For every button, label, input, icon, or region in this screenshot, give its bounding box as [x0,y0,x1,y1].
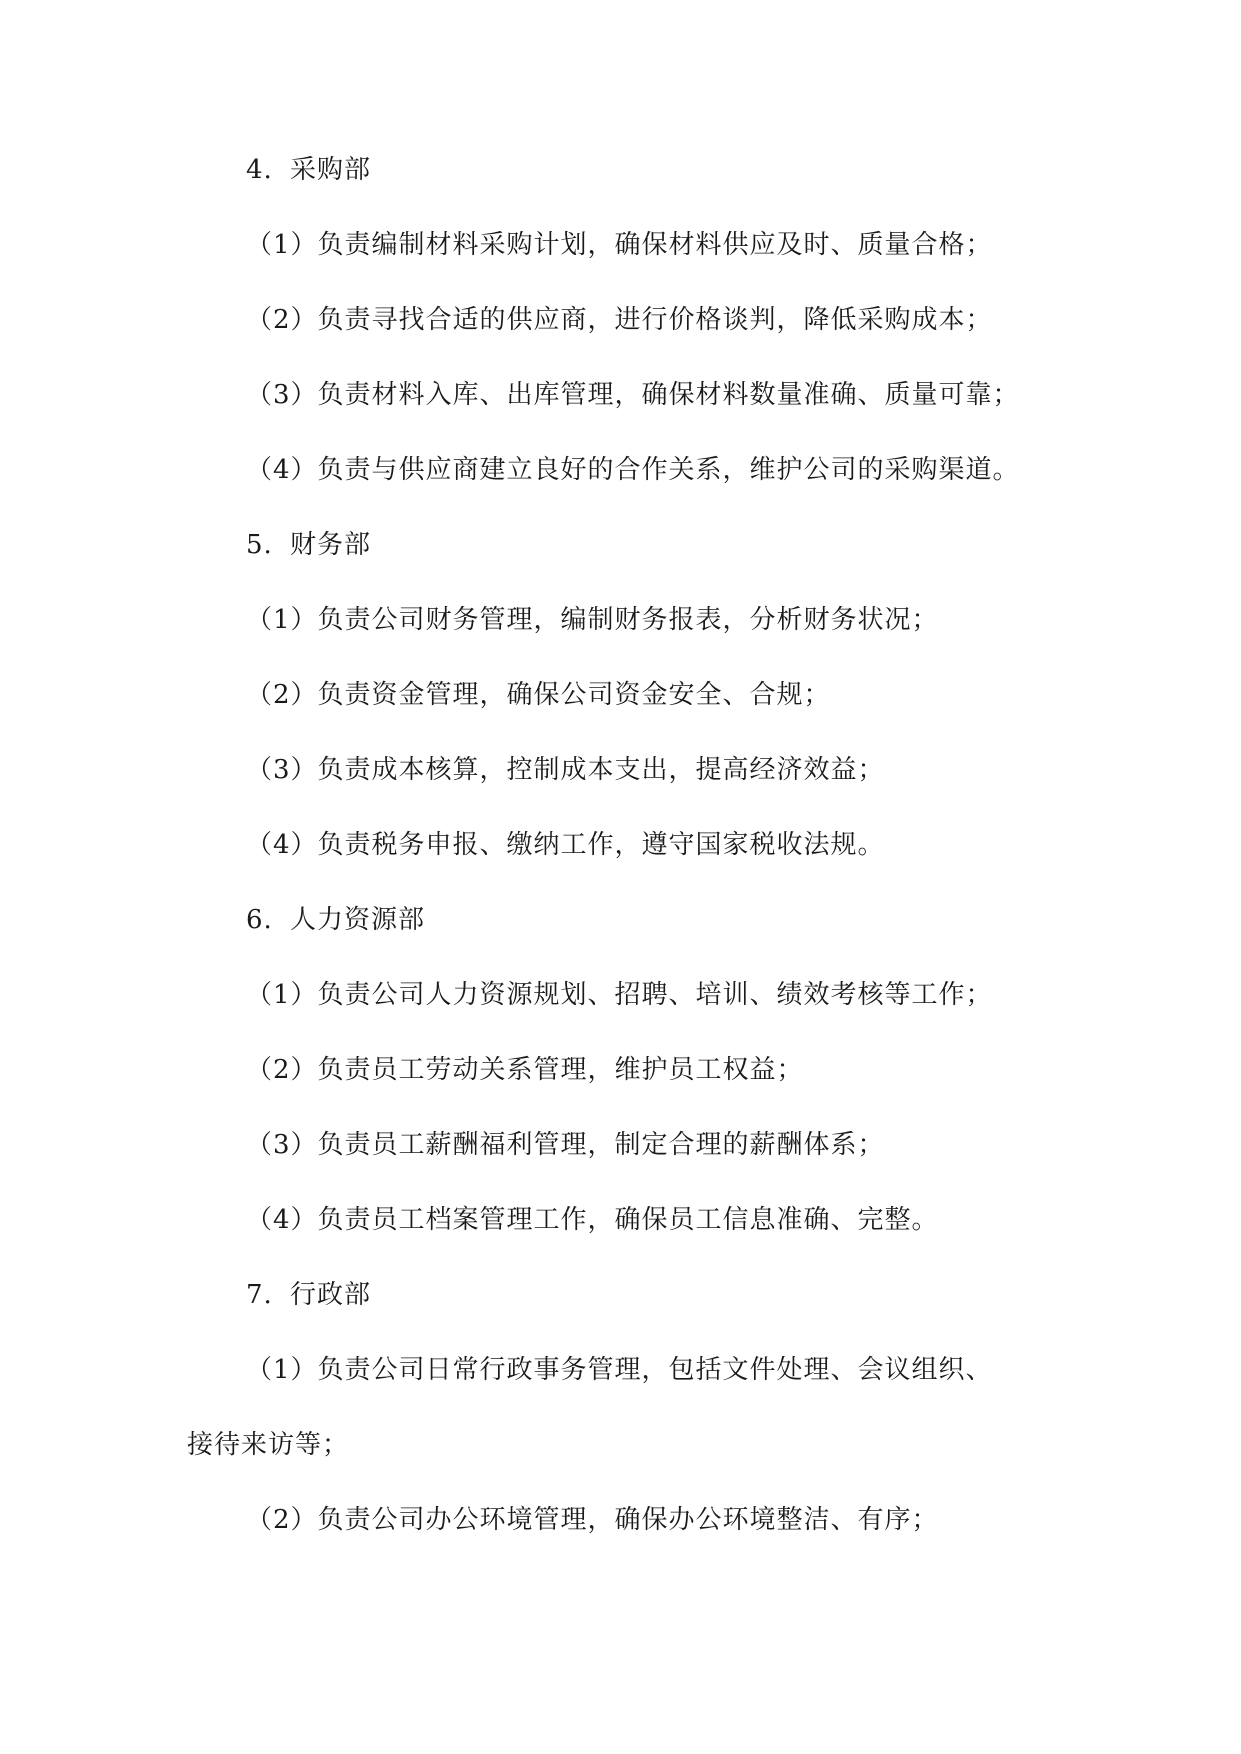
section-number: 6. [246,905,273,935]
list-item: （3）负责材料入库、出库管理，确保材料数量准确、质量可靠； [246,380,1020,410]
list-item: （2）负责公司办公环境管理，确保办公环境整洁、有序； [246,1505,939,1535]
section-heading [246,900,425,940]
list-item: （1）负责编制材料采购计划，确保材料供应及时、质量合格； [246,230,993,260]
list-item: （1）负责公司日常行政事务管理，包括文件处理、会议组织、 [246,1355,993,1385]
section-number: 4. [246,155,273,185]
section-title: 财务部 [290,530,372,560]
section-title: 行政部 [290,1280,372,1310]
list-item: （4）负责员工档案管理工作，确保员工信息准确、完整。 [246,1205,939,1235]
list-item: （1）负责公司人力资源规划、招聘、培训、绩效考核等工作； [246,980,993,1010]
section-heading [246,1275,371,1315]
list-item: （4）负责与供应商建立良好的合作关系，维护公司的采购渠道。 [246,455,1020,485]
section-title: 采购部 [290,155,372,185]
list-item-continuation: 接待来访等； [187,1430,350,1460]
list-item: （3）负责员工薪酬福利管理，制定合理的薪酬体系； [246,1130,885,1160]
list-item: （2）负责员工劳动关系管理，维护员工权益； [246,1055,804,1085]
section-number: 7. [246,1280,273,1310]
section-number: 5. [246,530,273,560]
list-item: （4）负责税务申报、缴纳工作，遵守国家税收法规。 [246,830,885,860]
list-item: （1）负责公司财务管理，编制财务报表，分析财务状况； [246,605,939,635]
section-heading [246,525,371,565]
section-title: 人力资源部 [290,905,426,935]
section-heading [246,150,371,190]
list-item: （3）负责成本核算，控制成本支出，提高经济效益； [246,755,885,785]
list-item: （2）负责寻找合适的供应商，进行价格谈判，降低采购成本； [246,305,993,335]
list-item: （2）负责资金管理，确保公司资金安全、合规； [246,680,831,710]
